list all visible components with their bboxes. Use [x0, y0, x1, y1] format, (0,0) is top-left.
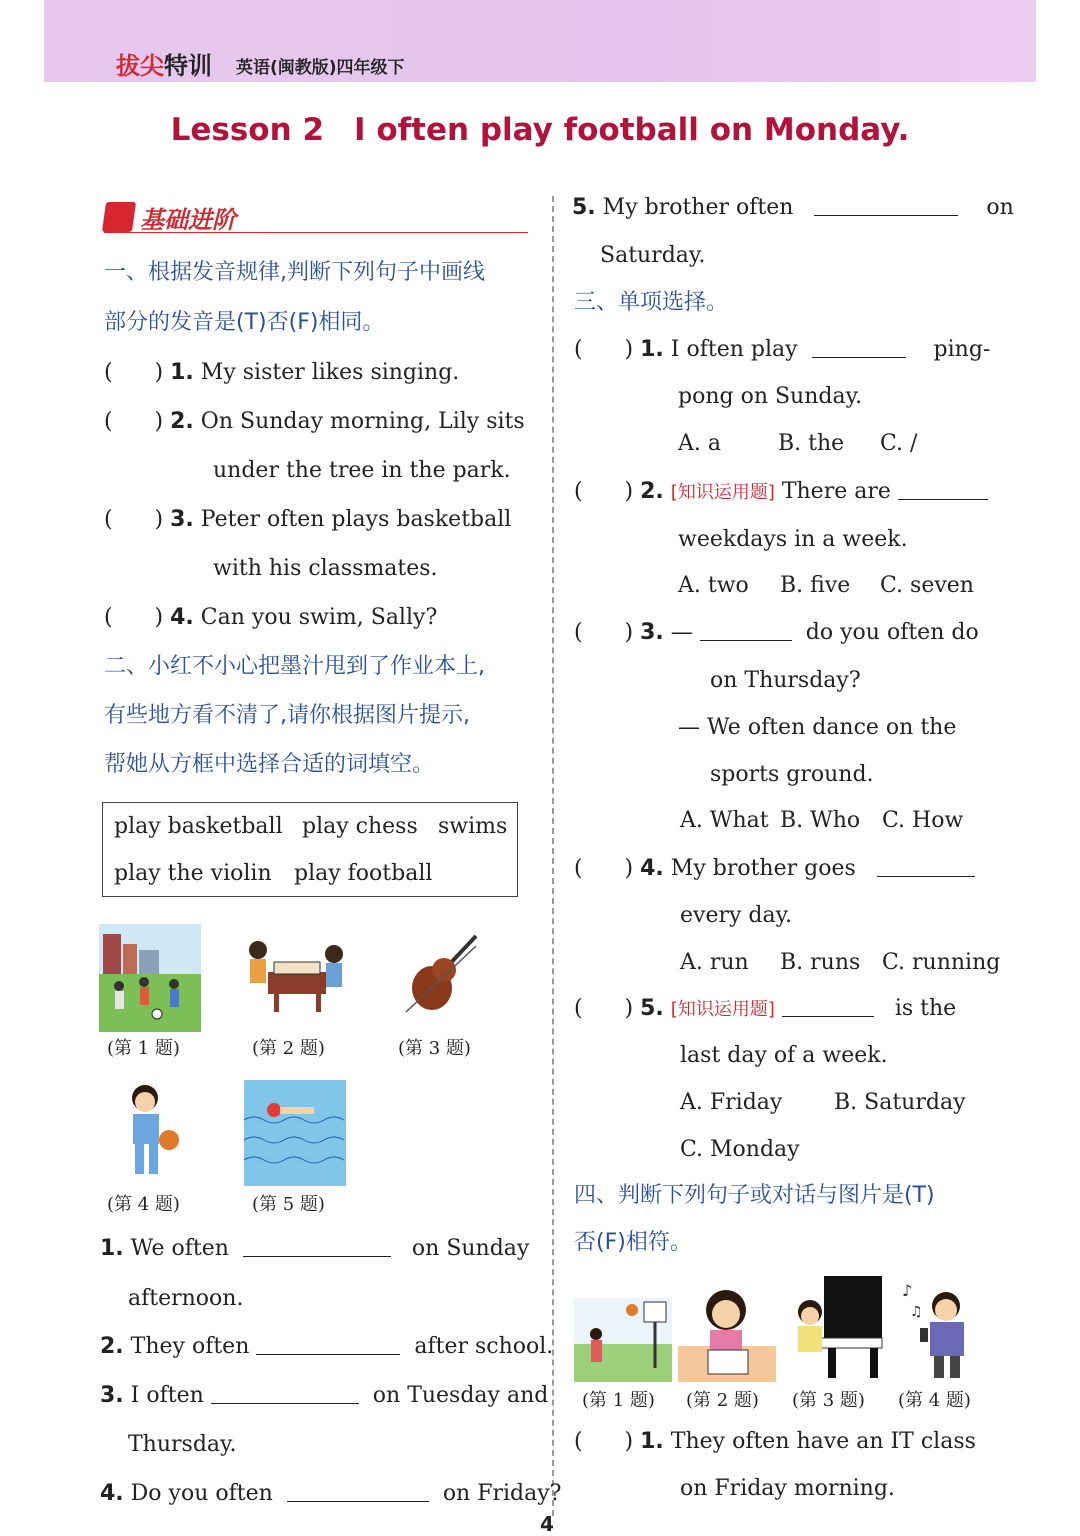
option-b[interactable]: B. five [780, 573, 851, 598]
header-band [44, 0, 1036, 82]
fill-item-5-cont: Saturday. [600, 243, 706, 268]
section-title: 基础进阶 [140, 206, 236, 234]
mc-question-3-cont: on Thursday? [710, 668, 861, 693]
part1-instruction-cont: 部分的发音是(T)否(F)相同。 [104, 310, 385, 335]
mc-question-3-reply: — We often dance on the [678, 715, 957, 740]
fill-item-4: 4. Do you often on Friday? [100, 1481, 562, 1506]
part3-instruction: 三、单项选择。 [574, 290, 729, 315]
mc-question-3-reply-cont: sports ground. [710, 762, 874, 787]
fill-item-3: 3. I often on Tuesday and [100, 1383, 549, 1408]
answer-blank[interactable] [814, 215, 958, 216]
option-c[interactable]: C. running [882, 950, 1001, 975]
picture-label: (第 1 题) [582, 1390, 655, 1411]
picture-label: (第 4 题) [107, 1194, 180, 1215]
column-divider [552, 196, 554, 1516]
tf-question-1: ( ) 1. They often have an IT class [574, 1429, 976, 1454]
section-underline [104, 232, 528, 233]
part2-instruction-cont: 有些地方看不清了,请你根据图片提示, [104, 703, 470, 728]
football-picture [99, 924, 201, 1032]
fill-item-1: 1. We often on Sunday [100, 1236, 530, 1261]
option-a[interactable]: A. Friday [680, 1090, 783, 1115]
part1-item-2: ( ) 2. On Sunday morning, Lily sits [104, 409, 525, 434]
picture-label: (第 3 题) [792, 1390, 865, 1411]
lesson-title: Lesson 2 I often play football on Monday. [170, 112, 910, 148]
mc-question-5-cont: last day of a week. [680, 1043, 888, 1068]
answer-blank[interactable] [812, 357, 906, 358]
answer-blank[interactable] [877, 876, 975, 877]
part1-item-4: ( ) 4. Can you swim, Sally? [104, 605, 438, 630]
option-c[interactable]: C. seven [880, 573, 974, 598]
fill-item-3-cont: Thursday. [128, 1432, 237, 1457]
brand-logo: 拔尖特训 [116, 52, 212, 80]
answer-blank[interactable] [898, 499, 988, 500]
option-a[interactable]: A. two [678, 573, 749, 598]
mc-question-3: ( ) 3. — do you often do [574, 620, 979, 645]
word-option: play chess [302, 814, 418, 839]
option-b[interactable]: B. Who [780, 808, 861, 833]
part1-item-1: ( ) 1. My sister likes singing. [104, 360, 460, 385]
book-subtitle: 英语(闽教版)四年级下 [236, 58, 405, 78]
word-option: play the violin [114, 861, 272, 886]
piano-picture [790, 1276, 886, 1382]
svg-text:♪: ♪ [902, 1281, 913, 1300]
part2-instruction: 二、小红不小心把墨汁甩到了作业本上, [104, 654, 485, 679]
swimming-picture [244, 1080, 346, 1186]
answer-blank[interactable] [211, 1403, 359, 1404]
picture-label: (第 4 题) [898, 1390, 971, 1411]
runner-icon [102, 202, 136, 232]
word-option: play football [294, 861, 433, 886]
word-option: play basketball [114, 814, 283, 839]
answer-blank[interactable] [256, 1354, 400, 1355]
option-b[interactable]: B. Saturday [834, 1090, 966, 1115]
picture-label: (第 5 题) [252, 1194, 325, 1215]
option-c[interactable]: C. How [882, 808, 964, 833]
option-a[interactable]: A. run [680, 950, 749, 975]
part1-item-3-cont: with his classmates. [213, 556, 438, 581]
svg-text:♫: ♫ [910, 1304, 923, 1320]
mc-question-4-cont: every day. [680, 903, 793, 928]
basketball-hoop-picture [574, 1298, 672, 1382]
violin-picture [404, 932, 480, 1014]
answer-blank[interactable] [700, 640, 792, 641]
chess-picture [244, 932, 349, 1014]
mc-question-2: ( ) 2. [知识运用题] There are [574, 479, 988, 506]
tf-question-1-cont: on Friday morning. [680, 1476, 895, 1501]
picture-label: (第 2 题) [686, 1390, 759, 1411]
answer-blank[interactable] [287, 1501, 429, 1502]
part4-instruction: 四、判断下列句子或对话与图片是(T) [574, 1183, 935, 1208]
part1-item-3: ( ) 3. Peter often plays basketball [104, 507, 512, 532]
fill-item-5: 5. My brother often on [572, 195, 1014, 220]
fill-item-2: 2. They often after school. [100, 1334, 554, 1359]
basketball-player-picture [113, 1082, 185, 1186]
fill-item-1-cont: afternoon. [128, 1286, 244, 1311]
mc-question-5: ( ) 5. [知识运用题] is the [574, 996, 957, 1021]
picture-label: (第 2 题) [252, 1038, 325, 1059]
option-b[interactable]: B. runs [780, 950, 861, 975]
word-option: swims [438, 814, 508, 839]
option-b[interactable]: B. the [778, 431, 845, 456]
singing-boy-picture [898, 1276, 988, 1382]
part1-item-2-cont: under the tree in the park. [213, 458, 511, 483]
answer-blank[interactable] [782, 1016, 874, 1017]
mc-question-4: ( ) 4. My brother goes [574, 856, 975, 882]
mc-question-1-cont: pong on Sunday. [678, 384, 863, 409]
option-a[interactable]: A. What [680, 808, 769, 833]
picture-label: (第 3 题) [398, 1038, 471, 1059]
option-a[interactable]: A. a [678, 431, 721, 456]
mc-question-2-cont: weekdays in a week. [678, 527, 908, 552]
option-c[interactable]: C. Monday [680, 1137, 800, 1162]
mc-question-1: ( ) 1. I often play ping- [574, 337, 991, 362]
picture-label: (第 1 题) [107, 1038, 180, 1059]
part1-instruction: 一、根据发音规律,判断下列句子中画线 [104, 260, 485, 285]
drawing-girl-picture [678, 1286, 776, 1382]
option-c[interactable]: C. / [880, 431, 918, 456]
answer-blank[interactable] [243, 1256, 391, 1257]
part4-instruction-cont: 否(F)相符。 [574, 1230, 692, 1255]
page-number: 4 [540, 1512, 554, 1536]
part2-instruction-cont2: 帮她从方框中选择合适的词填空。 [104, 752, 435, 777]
